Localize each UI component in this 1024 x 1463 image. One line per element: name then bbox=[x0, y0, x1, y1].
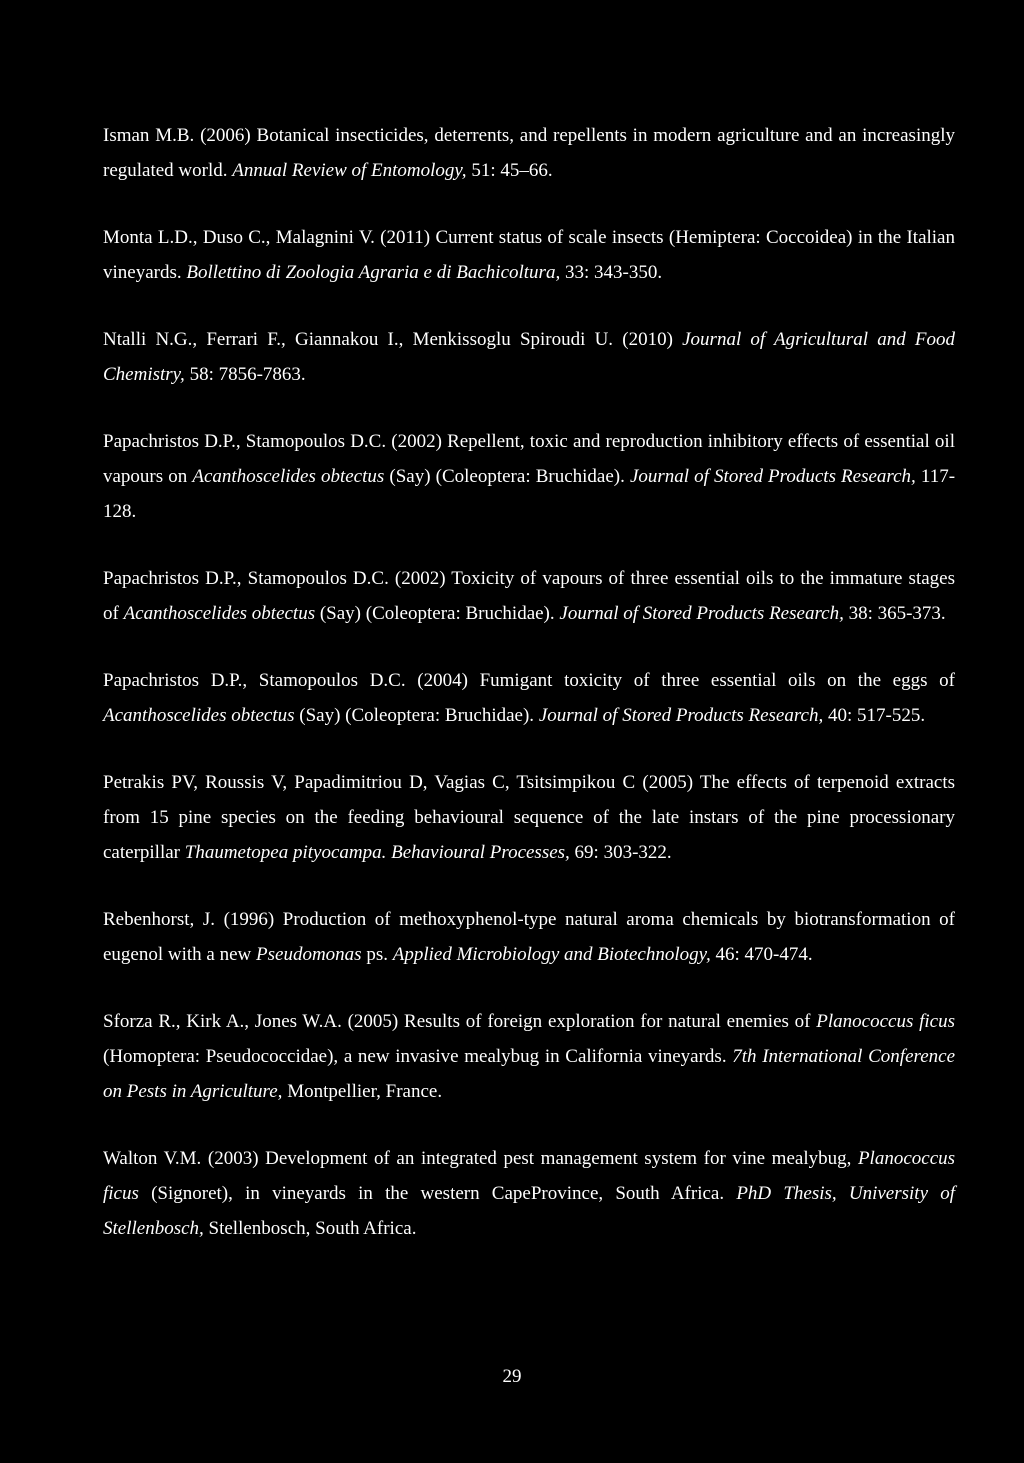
reference-details: Stellenbosch, South Africa. bbox=[208, 1218, 417, 1239]
reference-text: Monta L.D., Duso C., Malagnini V. (2011) Current status of scale insects (Hemiptera: Coccoidea) in the Italian vineyards. bbox=[103, 227, 955, 283]
species-name: Acanthoscelides obtectus bbox=[123, 603, 316, 624]
journal-title: Journal of Stored Products Research, bbox=[559, 603, 844, 624]
reference-text: Isman M.B. (2006) Botanical insecticides, deterrents, and repellents in modern agriculture and an increasingly regulated world. bbox=[103, 125, 955, 181]
reference-papachristos-2002a bbox=[103, 424, 955, 529]
reference-text: (Signoret), in vineyards in the western CapeProvince, South Africa. bbox=[151, 1183, 725, 1204]
reference-details: 40: 517-525. bbox=[828, 705, 926, 726]
reference-text: Sforza R., Kirk A., Jones W.A. (2005) Results of foreign exploration for natural enemies of bbox=[103, 1011, 811, 1032]
page-number: 29 bbox=[502, 1366, 522, 1387]
reference-monta-2011 bbox=[103, 220, 955, 290]
reference-isman-2006 bbox=[103, 118, 955, 188]
species-name: Thaumetopea pityocampa. bbox=[184, 842, 387, 863]
journal-title: Annual Review of Entomology, bbox=[232, 160, 467, 181]
species-name: Acanthoscelides obtectus bbox=[103, 705, 295, 726]
journal-title: Journal of Stored Products Research, bbox=[538, 705, 824, 726]
reference-text: ps. bbox=[366, 944, 388, 965]
reference-text: Petrakis PV, Roussis V, Papadimitriou D, Vagias C, Tsitsimpikou C (2005) The effects of terpenoid extracts from 15 pine species on the feeding behavioural sequence of the late instars of the pine processionary caterpillar bbox=[103, 772, 955, 863]
reference-details: 46: 470-474. bbox=[715, 944, 813, 965]
reference-details: 117-128. bbox=[103, 466, 956, 522]
reference-text: (Say) (Coleoptera: Bruchidae). bbox=[389, 466, 625, 487]
reference-text: Ntalli N.G., Ferrari F., Giannakou I., Menkissoglu Spiroudi U. (2010) bbox=[103, 329, 673, 350]
reference-text: (Say) (Coleoptera: Bruchidae). bbox=[319, 603, 555, 624]
species-name: Acanthoscelides obtectus bbox=[192, 466, 385, 487]
species-name: Planococcus ficus bbox=[103, 1148, 956, 1204]
reference-details: 51: 45–66. bbox=[471, 160, 553, 181]
reference-papachristos-2004 bbox=[103, 663, 955, 733]
journal-title: 7th International Conference on Pests in Agriculture, bbox=[103, 1046, 956, 1102]
journal-title: PhD Thesis, University of Stellenbosch, bbox=[103, 1183, 955, 1239]
reference-text: (Say) (Coleoptera: Bruchidae). bbox=[299, 705, 535, 726]
journal-title: Journal of Stored Products Research, bbox=[629, 466, 916, 487]
reference-details: 38: 365-373. bbox=[848, 603, 946, 624]
journal-title: Behavioural Processes, bbox=[391, 842, 570, 863]
journal-title: Bollettino di Zoologia Agraria e di Bachicoltura, bbox=[186, 262, 561, 283]
reference-details: 33: 343-350. bbox=[564, 262, 663, 283]
species-name: Planococcus ficus bbox=[816, 1011, 955, 1032]
journal-title: Applied Microbiology and Biotechnology, bbox=[392, 944, 711, 965]
reference-ntalli-2010 bbox=[103, 322, 955, 392]
reference-papachristos-2002b bbox=[103, 561, 955, 631]
reference-list bbox=[103, 118, 955, 1278]
species-name: Pseudomonas bbox=[256, 944, 362, 965]
reference-text: (Homoptera: Pseudococcidae), a new invasive mealybug in California vineyards. bbox=[103, 1046, 727, 1067]
reference-text: Papachristos D.P., Stamopoulos D.C. (2004) Fumigant toxicity of three essential oils on the eggs of bbox=[103, 670, 955, 691]
journal-title: Journal of Agricultural and Food Chemistry, bbox=[103, 329, 956, 385]
reference-text: Rebenhorst, J. (1996) Production of methoxyphenol-type natural aroma chemicals by biotransformation of eugenol with a new bbox=[103, 909, 955, 965]
reference-text: Papachristos D.P., Stamopoulos D.C. (2002) Toxicity of vapours of three essential oils to the immature stages of bbox=[103, 568, 955, 624]
reference-rebenhorst-1996 bbox=[103, 902, 955, 972]
reference-sforza-2005 bbox=[103, 1004, 955, 1109]
reference-walton-2003 bbox=[103, 1141, 955, 1246]
reference-text: Walton V.M. (2003) Development of an integrated pest management system for vine mealybug, bbox=[103, 1148, 852, 1169]
reference-details: 69: 303-322. bbox=[574, 842, 672, 863]
reference-petrakis-2005 bbox=[103, 765, 955, 870]
reference-text: Papachristos D.P., Stamopoulos D.C. (2002) Repellent, toxic and reproduction inhibitory effects of essential oil vapours on bbox=[103, 431, 955, 487]
reference-details: 58: 7856-7863. bbox=[189, 364, 306, 385]
reference-details: Montpellier, France. bbox=[287, 1081, 443, 1102]
